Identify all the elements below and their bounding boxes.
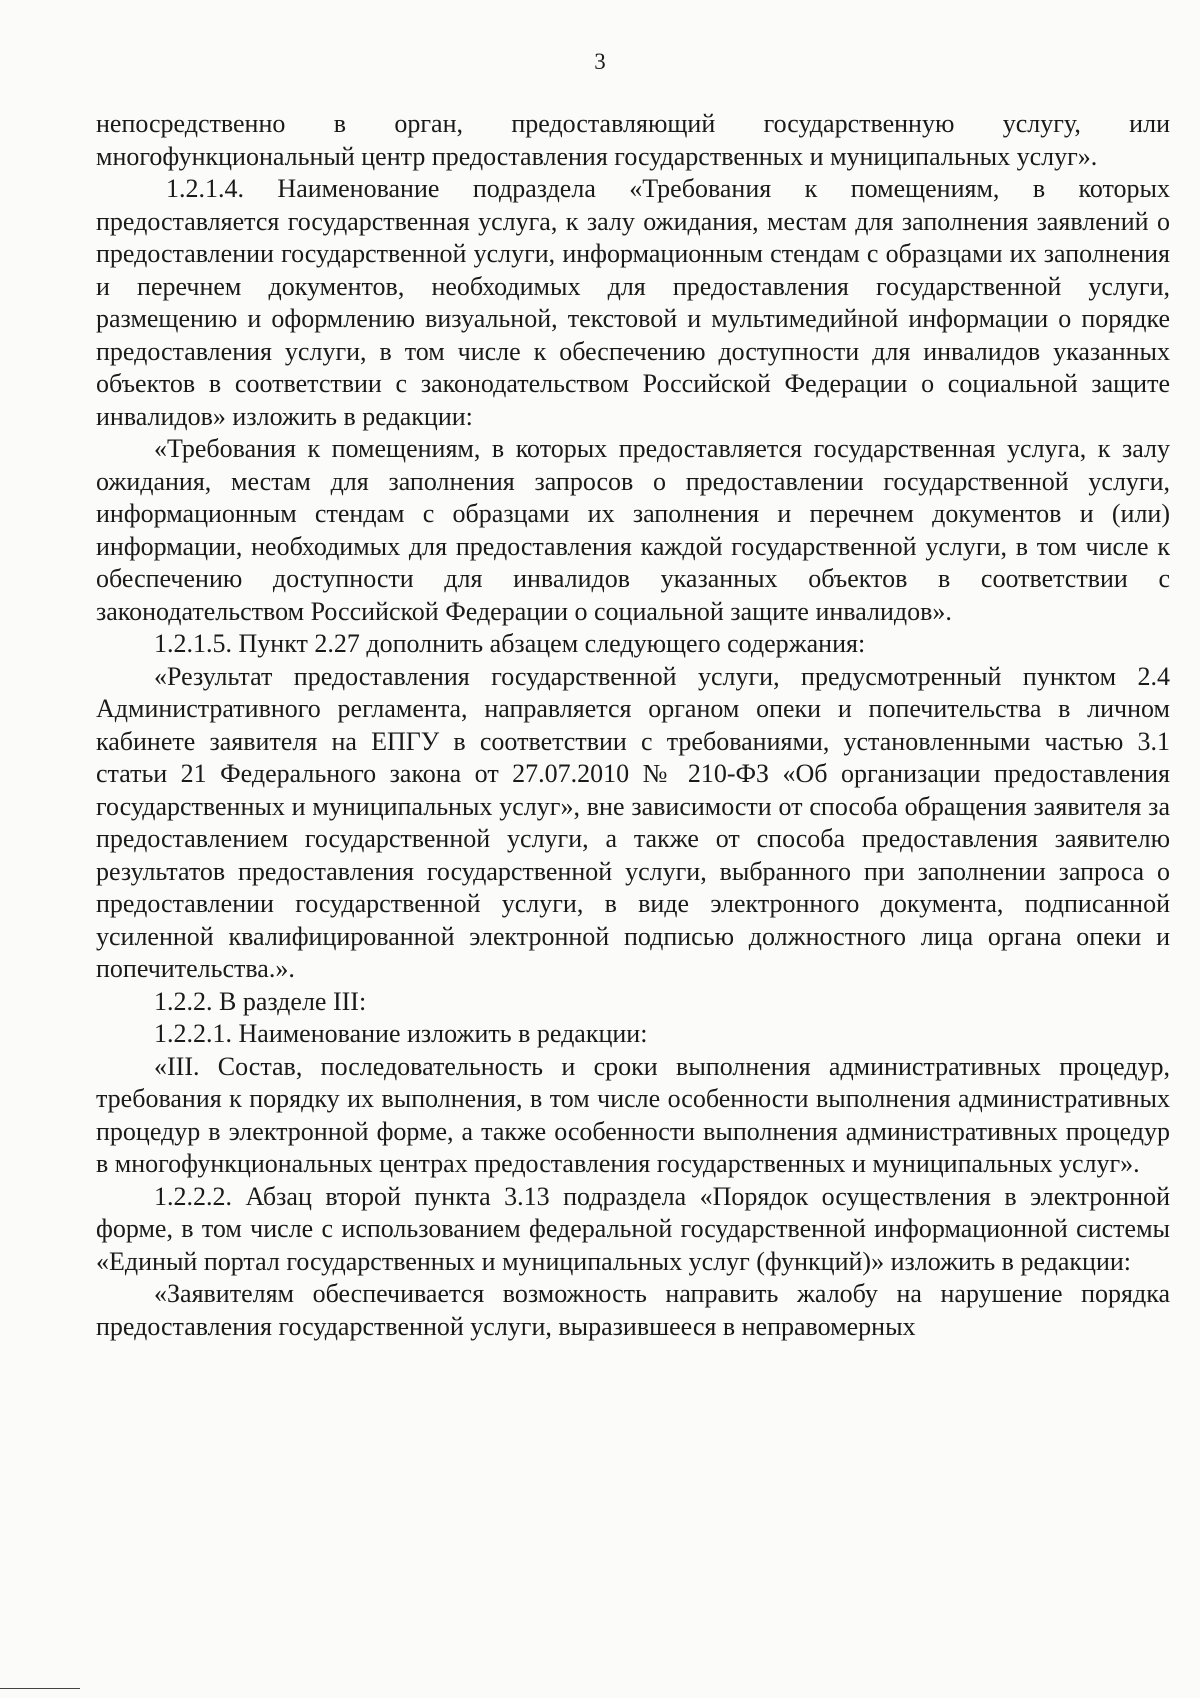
paragraph-1-2-1-5: 1.2.1.5. Пункт 2.27 дополнить абзацем следующего содержания: (154, 629, 866, 658)
paragraph-1-2-2-2: 1.2.2.2. Абзац второй пункта 3.13 подраздела «Порядок осуществления в электронной форме, в том числе с использованием федеральной государственной информационной системы «Единый портал государственных и муниципальных услуг (функций)» изложить в редакции: (96, 1181, 1170, 1276)
page-number: 3 (594, 49, 606, 74)
paragraph-quote-complaint: «Заявителям обеспечивается возможность направить жалобу на нарушение порядка предоставления государственной услуги, выразившееся в неправомерных (96, 1279, 1170, 1341)
paragraph-quote-section-3: «III. Состав, последовательность и сроки выполнения административных процедур, требования к порядку их выполнения, в том числе особенности выполнения административных процедур в электронной форме, а также особенности выполнения административных процедур в многофункциональных центрах предоставления государственных и муниципальных услуг». (96, 1051, 1170, 1178)
footer-divider (0, 1688, 80, 1689)
paragraph-1-2-1-4: 1.2.1.4. Наименование подраздела «Требования к помещениям, в которых предоставляется государственная услуга, к залу ожидания, местам для заполнения заявлений о предоставлении государственной услуги, информационным стендам с образцами их заполнения и перечнем документов, необходимых для предоставления государственной услуги, размещению и оформлению визуальной, текстовой и мультимедийной информации о порядке предоставления услуги, в том числе к обеспечению доступности для инвалидов указанных объектов в соответствии с законодательством Российской Федерации о социальной защите инвалидов» изложить в редакции: (96, 174, 1170, 431)
paragraph-1-2-2: 1.2.2. В разделе III: (154, 986, 367, 1016)
document-body (96, 108, 1170, 1343)
paragraph-quote-requirements: «Требования к помещениям, в которых предоставляется государственная услуга, к залу ожидания, местам для заполнения запросов о предоставлении государственной услуги, информационным стендам с образцами их заполнения и перечнем документов и (или) информации, необходимых для предоставления каждой государственной услуги, в том числе к обеспечению доступности для инвалидов указанных объектов в соответствии с законодательством Российской Федерации о социальной защите инвалидов». (96, 434, 1170, 626)
paragraph-continuation: непосредственно в орган, предоставляющий государственную услугу, или многофункциональный центр предоставления государственных и муниципальных услуг». (96, 109, 1170, 171)
paragraph-1-2-2-1: 1.2.2.1. Наименование изложить в редакции: (154, 1019, 648, 1048)
paragraph-quote-result: «Результат предоставления государственной услуги, предусмотренный пунктом 2.4 Административного регламента, направляется органом опеки и попечительства в личном кабинете заявителя на ЕПГУ в соответствии с требованиями, установленными частью 3.1 статьи 21 Федерального закона от 27.07.2010 № 210-ФЗ «Об организации предоставления государственных и муниципальных услуг», вне зависимости от способа обращения заявителя за предоставлением государственной услуги, а также от способа предоставления заявителю результатов предоставления государственной услуги, выбранного при заполнении запроса о предоставлении государственной услуги, в виде электронного документа, подписанной усиленной квалифицированной электронной подписью должностного лица органа опеки и попечительства.». (96, 661, 1170, 983)
